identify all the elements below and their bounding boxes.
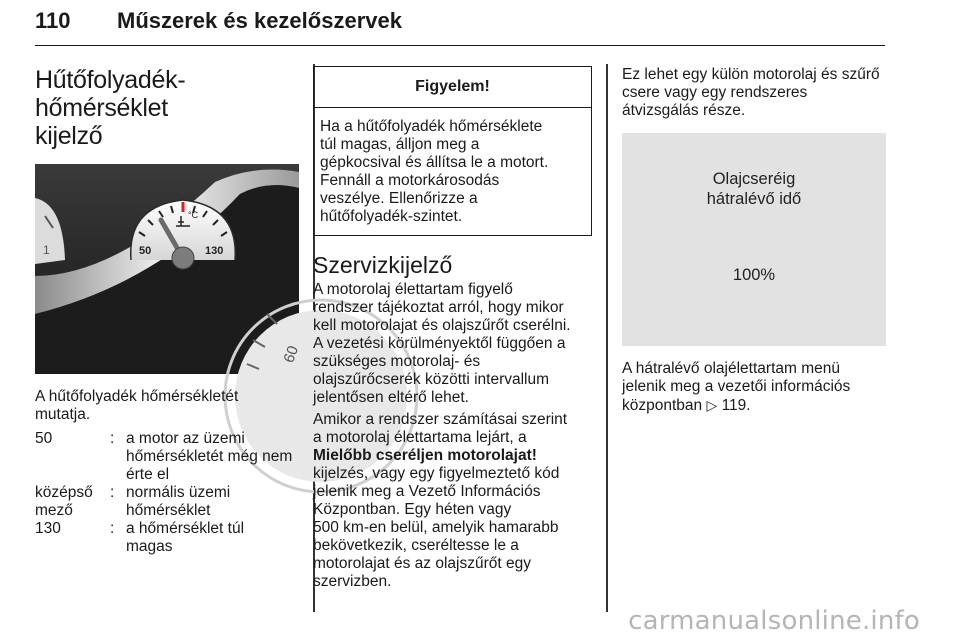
inspection-paragraph: Ez lehet egy külön motorolaj és szűrő csere vagy egy rendszeres átvizsgálás része.: [622, 66, 880, 119]
definition-row: középső mező : normális üzemi hőmérséklet: [35, 484, 231, 519]
watermark: carmanualsonline.info: [628, 606, 920, 636]
definition-list: [35, 430, 301, 556]
page-reference-link[interactable]: 119.: [721, 397, 751, 414]
oil-life-display: [622, 133, 886, 346]
column-divider-right: [606, 64, 608, 612]
page-header: [35, 6, 885, 46]
section-title-service: Szervizkijelző: [313, 252, 453, 278]
service-paragraph-2: Amikor a rendszer számításai szerint a motorolaj élettartama lejárt, a Mielőbb cseréljen motorolajat! kijelzés, vagy egy figyelmeztető kód jelenik meg a Vezető Információs Központban. Egy héten vagy 500 km-en belül, amelyik hamarabb bekövetkezik, cseréltesse le a motorolajat és az olajszűrőt egy szervizben.: [313, 411, 568, 590]
oil-life-menu-paragraph: A hátralévő olajélettartam menü jelenik meg a vezetői információs központban ▷ 119.: [622, 360, 851, 414]
left-gauge-mark: 1: [43, 243, 50, 257]
page-number: 110: [35, 8, 71, 33]
coolant-gauge-image: [35, 164, 303, 374]
gauge-caption: A hűtőfolyadék hőmérsékletét mutatja.: [35, 388, 239, 423]
display-line-2: hátralévő idő: [706, 190, 802, 208]
display-line-1: Olajcseréig: [712, 170, 796, 188]
gauge-unit: °C: [188, 210, 199, 220]
definition-row: 130 : a hőmérséklet túl magas: [35, 520, 245, 555]
column-1: [35, 66, 301, 556]
chapter-title: Műszerek és kezelőszervek: [117, 8, 402, 33]
service-paragraph-1: A motorolaj élettartam figyelő rendszer tájékoztat arról, hogy mikor kell motorolajat és olajszűrőt cserélni. A vezetési körülményektől függően a szükséges motorolaj- és olajszűrőcserék közötti intervallum jelentősen eltérő lehet.: [313, 281, 571, 406]
definition-row: 50 : a motor az üzemi hőmérsékletét még nem érte el: [35, 430, 293, 483]
right-dial-label: 60: [280, 343, 303, 366]
warning-heading: Figyelem!: [314, 67, 591, 108]
gauge-mark-low: 50: [139, 245, 152, 257]
gauge-mark-high: 130: [205, 245, 224, 257]
arrow-right-icon: ▷: [706, 397, 718, 413]
column-2: [313, 66, 592, 591]
warning-text: Ha a hűtőfolyadék hőmérséklete túl magas, álljon meg a gépkocsival és állítsa le a motort. Fennáll a motorkárosodás veszélye. Ellenőrizze a hűtőfolyadék-szintet.: [320, 118, 549, 225]
column-3: [622, 66, 888, 415]
oil-change-message: Mielőbb cseréljen motorolajat!: [313, 447, 537, 464]
warning-box: [313, 66, 592, 236]
section-title-coolant: Hűtőfolyadék-hőmérséklet kijelző: [35, 66, 186, 150]
oil-life-percent: 100%: [732, 266, 776, 284]
